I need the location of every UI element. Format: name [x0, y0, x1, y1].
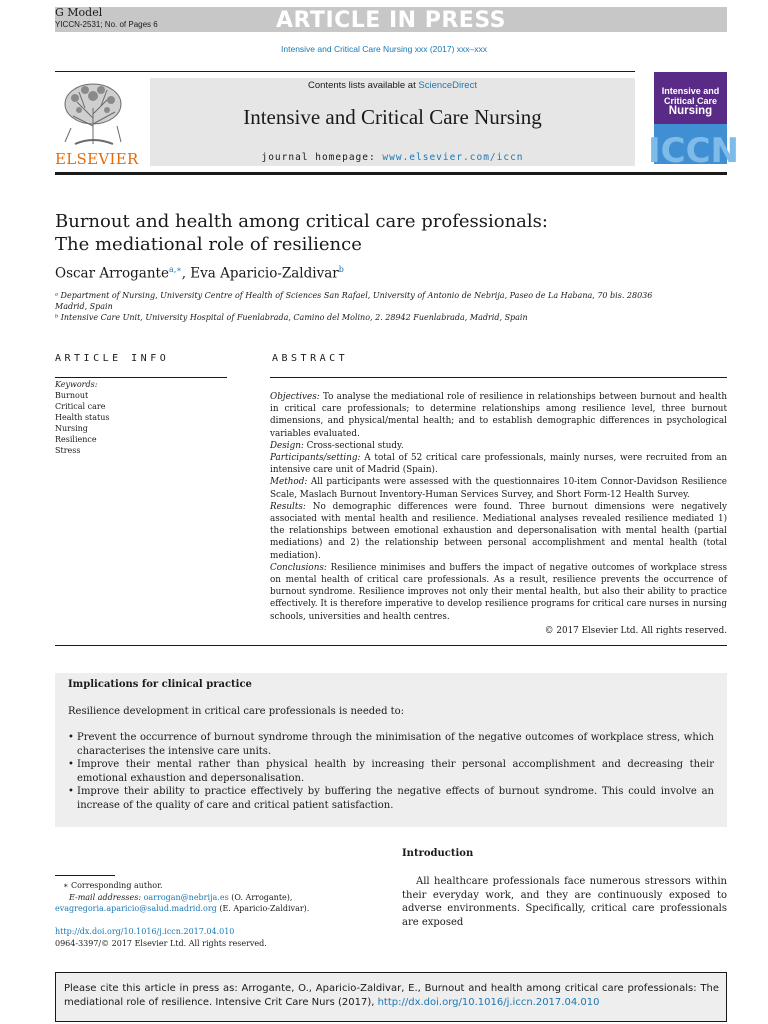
homepage-prefix: journal homepage: [261, 152, 383, 163]
cover-art-letters: ICCN [648, 131, 740, 171]
affiliation-b: ᵇ Intensive Care Unit, University Hospital of Fuenlabrada, Camino del Molino, 2. 28942 Fuenlabrada, Madrid, Spain [55, 313, 528, 322]
implications-box [55, 673, 727, 827]
author-2-affiliation-marker[interactable]: b [338, 265, 344, 274]
article-title [55, 210, 695, 256]
masthead-thick-rule [55, 172, 727, 175]
participants-label: Participants/setting: [270, 453, 361, 464]
citation-box [55, 972, 727, 1022]
results-label: Results: [270, 501, 306, 512]
implications-title: Implications for clinical practice [68, 679, 252, 690]
cover-title [654, 86, 727, 116]
citation-body: Please cite this article in press as: Arrogante, O., Aparicio-Zaldivar, E., Burnout and health among critical care professionals: The mediational role of resilience. Intensive Crit Care Nurs (2017), [64, 983, 719, 1008]
introduction-heading: Introduction [402, 848, 474, 859]
abstract-objectives [270, 391, 727, 440]
abstract-rule [270, 377, 727, 378]
cover-line-1: Intensive and [661, 86, 720, 96]
keywords-label: Keywords: [55, 380, 98, 389]
abstract-copyright: © 2017 Elsevier Ltd. All rights reserved. [544, 625, 727, 636]
article-info-rule [55, 377, 227, 378]
footnote-rule [55, 875, 115, 876]
keyword: Resilience [55, 435, 97, 444]
homepage-line [150, 152, 635, 163]
cover-art [648, 124, 740, 171]
journal-homepage-link[interactable]: www.elsevier.com/iccn [382, 152, 524, 163]
journal-name: Intensive and Critical Care Nursing [243, 105, 542, 129]
keyword: Health status [55, 413, 110, 422]
keyword: Stress [55, 446, 81, 455]
abstract-heading: ABSTRACT [272, 353, 349, 364]
title-line-2: The mediational role of resilience [55, 234, 362, 255]
corresponding-author-note: ∗ Corresponding author. [63, 881, 163, 890]
affiliation-a: ᵃ Department of Nursing, University Centre of Health of Sciences San Rafael, University of Antonio de Nebrija, Paseo de La Habana, 70 bis. 28036 Madrid, Spain [55, 291, 653, 311]
keyword: Nursing [55, 424, 88, 433]
implications-list [68, 731, 714, 812]
author-separator: , [181, 265, 191, 282]
email-link-1[interactable]: oarrogan@nebrija.es [143, 892, 229, 902]
g-model-label: G Model [55, 6, 103, 19]
email-2-owner: (E. Aparicio-Zaldivar). [216, 904, 310, 913]
manuscript-id: YICCN-2531; No. of Pages 6 [55, 20, 158, 29]
keyword: Critical care [55, 402, 106, 411]
author-1-affiliation-marker[interactable]: a,∗ [168, 265, 182, 274]
doi-block [55, 926, 267, 949]
keywords-block [55, 379, 110, 456]
introduction-text: All healthcare professionals face numerous stressors within their everyday work, and they are continuously exposed to adverse environments. Specifically, critical care professionals are exposed [402, 876, 727, 928]
contents-prefix: Contents lists available at [308, 80, 419, 91]
method-label: Method: [270, 477, 308, 488]
list-item: • Improve their mental rather than physical health by increasing their personal accomplishment and decreasing their emotional exhaustion and depersonalisation. [68, 758, 714, 785]
results-text: No demographic differences were found. Three burnout dimensions were negatively associated with mental health and resilience. Mediational analyses revealed resilience mediated 1) the relationships between emotional exhaustion and depersonalisation with mental health (partial mediations) and 2) the relationship between personal accomplishment and mental health (total mediation). [270, 501, 727, 561]
cover-line-3: Nursing [668, 105, 713, 117]
author-2[interactable]: Eva Aparicio-Zaldivar [190, 265, 339, 282]
objectives-text: To analyse the mediational role of resilience in relationships between burnout and health in critical care professionals; to determine relationships among resilience level, three burnout dimensions, and physical/mental health; and to establish demographic differences in psychological variables evaluated. [270, 392, 727, 439]
design-text: Cross-sectional study. [303, 440, 404, 451]
author-1[interactable]: Oscar Arrogante [55, 265, 169, 282]
list-item: • Improve their ability to practice effectively by buffering the negative effects of burnout syndrome. This could involve an increase of the quality of care and critical patient satisfaction. [68, 785, 714, 812]
abstract-method [270, 476, 727, 500]
banner-text: ARTICLE IN PRESS [275, 8, 507, 33]
email-1-owner: (O. Arrogante), [228, 892, 293, 902]
keyword: Burnout [55, 391, 89, 400]
issn-copyright: 0964-3397/© 2017 Elsevier Ltd. All rights reserved. [55, 938, 267, 948]
article-info-heading: ARTICLE INFO [55, 353, 170, 364]
citation-doi-link[interactable]: http://dx.doi.org/10.1016/j.iccn.2017.04.010 [377, 997, 600, 1008]
abstract-conclusions [270, 562, 727, 623]
abstract-participants [270, 452, 727, 476]
journal-citation-link[interactable]: Intensive and Critical Care Nursing xxx (2017) xxx–xxx [281, 44, 487, 54]
abstract-end-rule [55, 645, 727, 646]
abstract-design [270, 440, 727, 452]
conclusions-label: Conclusions: [270, 562, 327, 573]
sciencedirect-link[interactable]: ScienceDirect [418, 80, 477, 91]
contents-line [150, 80, 635, 91]
list-item: • Prevent the occurrence of burnout syndrome through the minimisation of the negative outcomes of workplace stress, which characterises the intensive care units. [68, 731, 714, 758]
method-text: All participants were assessed with the questionnaires 10-item Connor-Davidson Resilience Scale, Maslach Burnout Inventory-Human Services Survey, and Short Form-12 Health Survey. [270, 477, 727, 500]
journal-masthead [150, 78, 635, 166]
design-label: Design: [270, 440, 304, 451]
abstract-body [270, 391, 727, 637]
abstract-results [270, 501, 727, 562]
cover-line-2: Critical Care [663, 96, 718, 106]
footnotes [55, 880, 385, 915]
citation-text [64, 982, 719, 1010]
participants-text: A total of 52 critical care professionals, mainly nurses, were recruited from an intensive care unit of Madrid (Spain). [270, 453, 727, 476]
author-list [55, 265, 344, 282]
conclusions-text: Resilience minimises and buffers the impact of negative outcomes of workplace stress on mental health of critical care professionals. As a result, resilience prevents the occurrence of burnout syndrome. Resilience improves not only their mental health, but also their ability to practice effectively. It is therefore imperative to develop resilience programs for critical care nurses in nursing schools, universities and health centres. [270, 562, 727, 622]
email-label: E-mail addresses: [69, 892, 142, 902]
implications-intro: Resilience development in critical care professionals is needed to: [68, 706, 405, 717]
publisher-wordmark: ELSEVIER [55, 150, 139, 168]
objectives-label: Objectives: [270, 392, 320, 402]
title-line-1: Burnout and health among critical care professionals: [55, 211, 548, 232]
journal-cover-thumbnail[interactable] [648, 72, 740, 171]
doi-link[interactable]: http://dx.doi.org/10.1016/j.iccn.2017.04.010 [55, 927, 235, 936]
masthead-rule [55, 71, 635, 72]
email-link-2[interactable]: evagregoria.aparicio@salud.madrid.org [55, 904, 217, 913]
